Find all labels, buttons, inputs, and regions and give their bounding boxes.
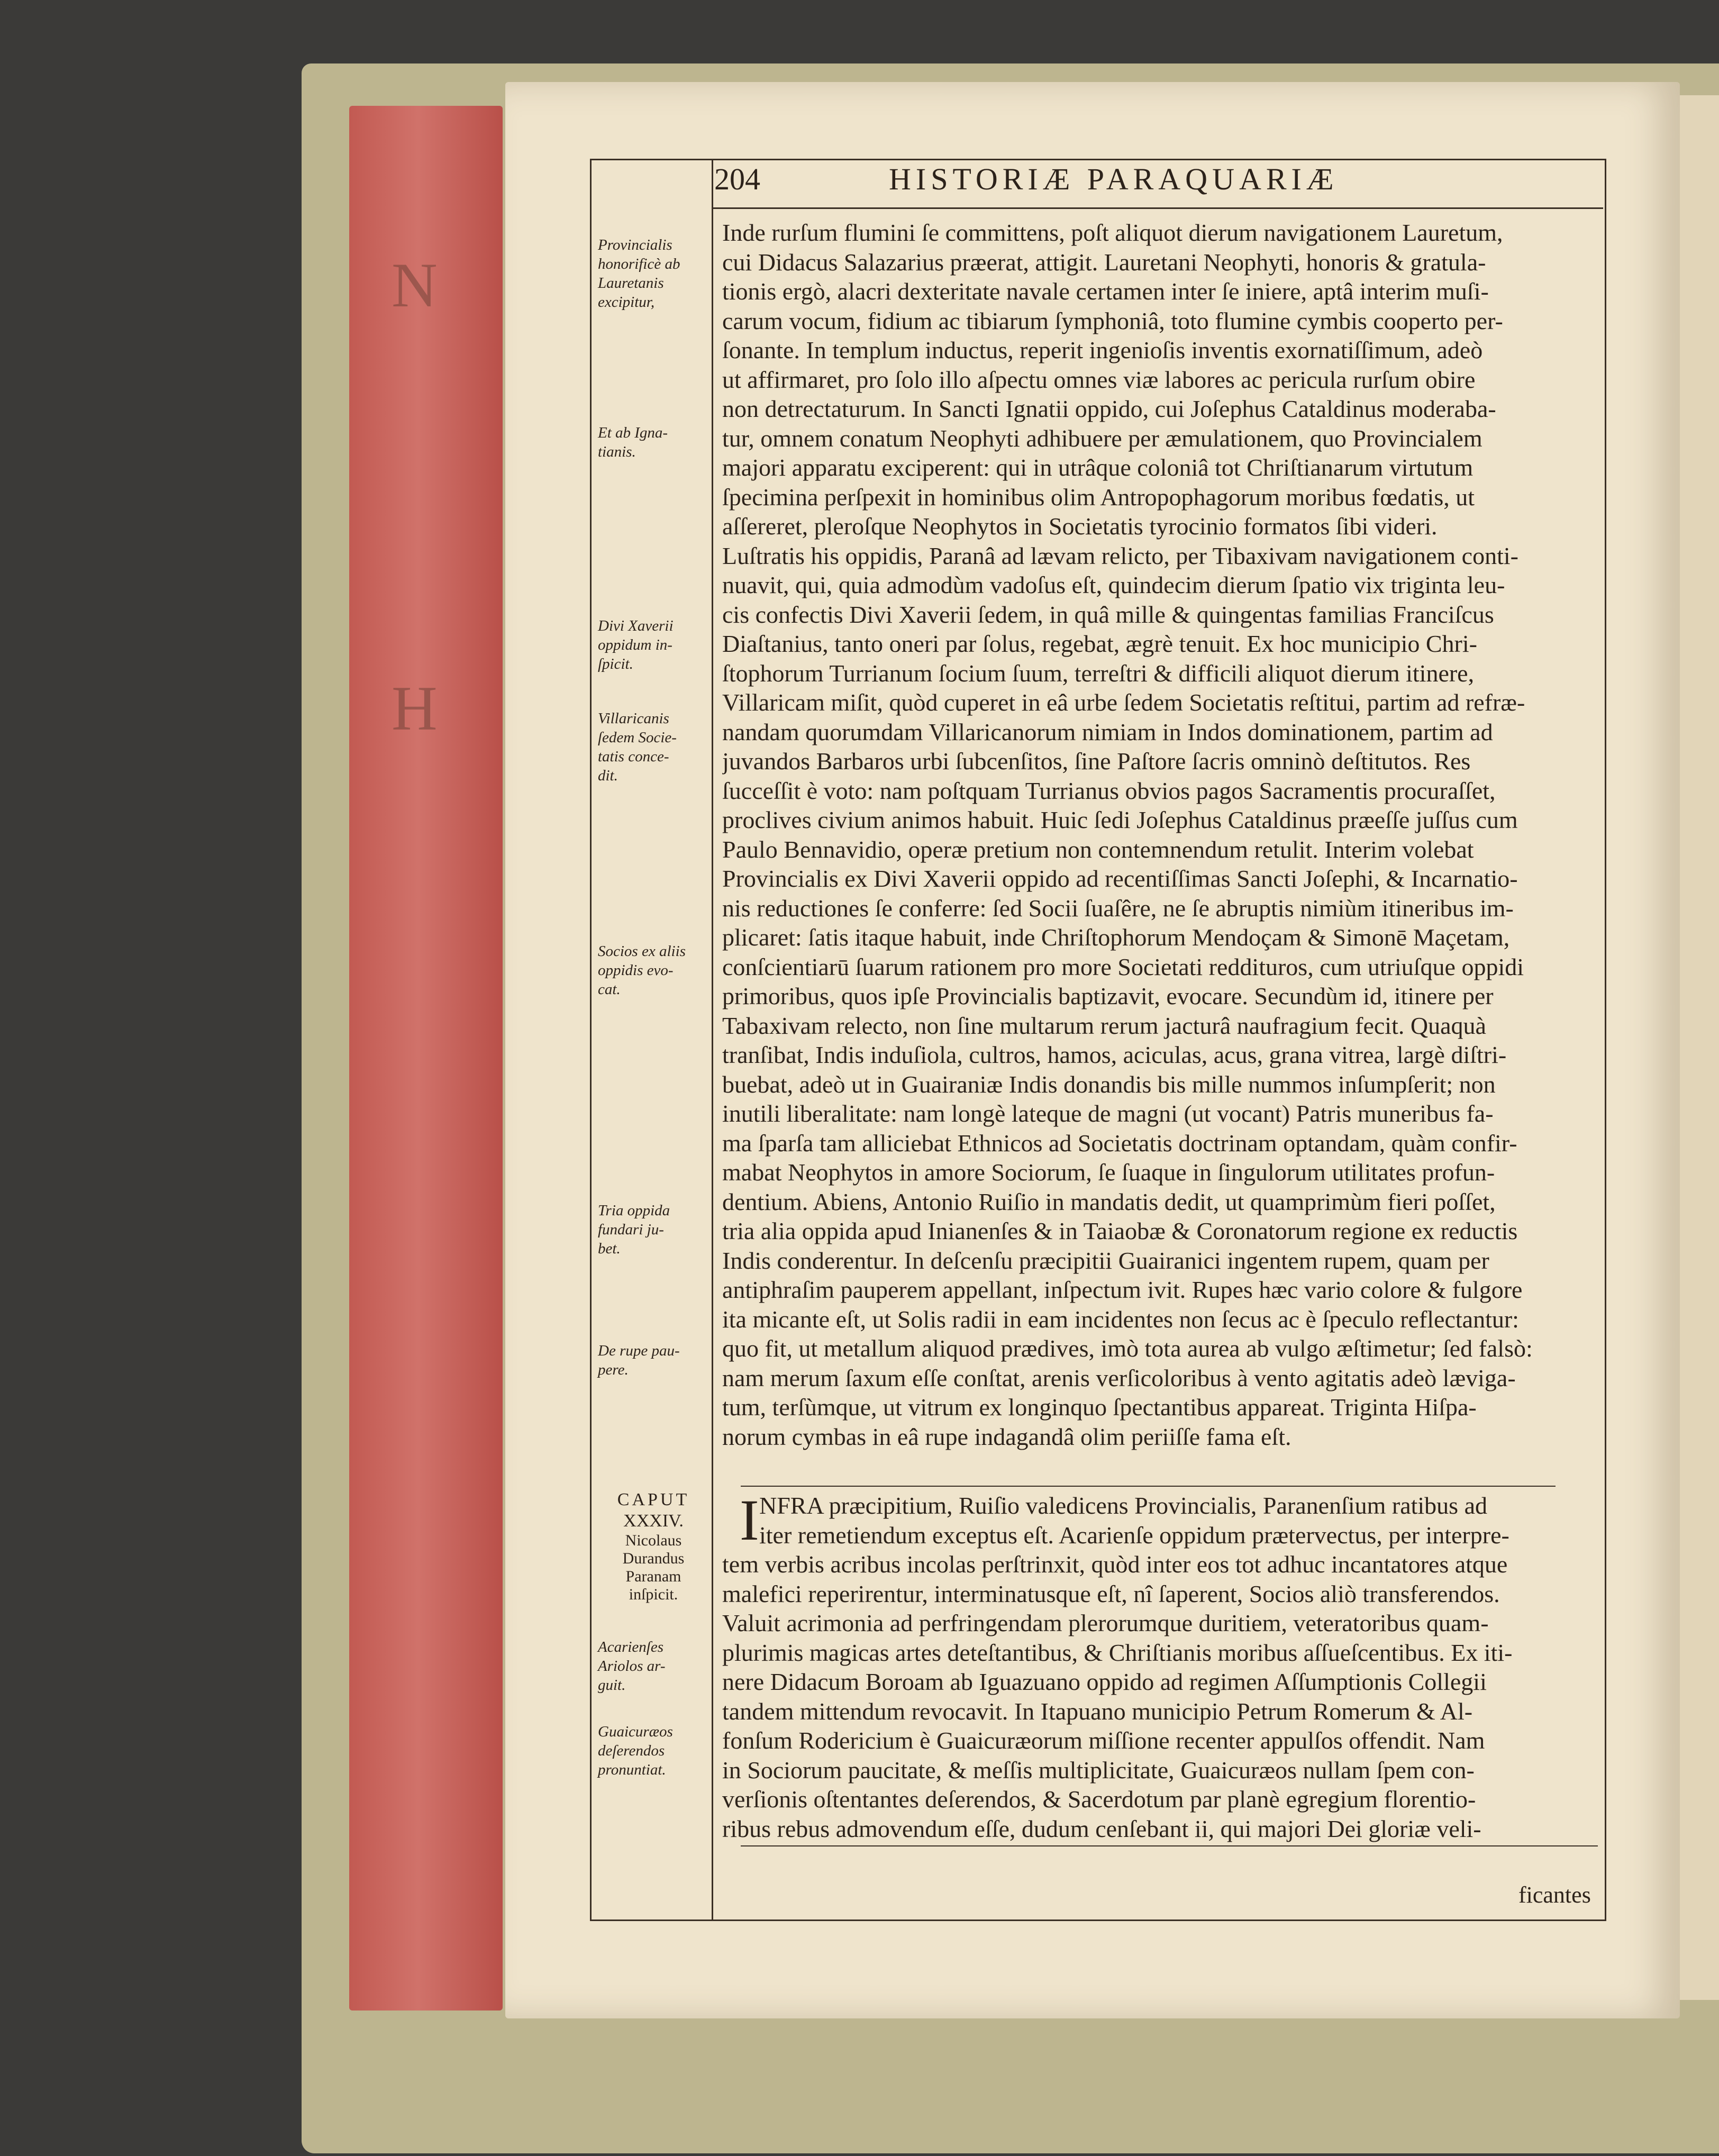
margin-note: Guaicuræos deſerendos pronuntiat. bbox=[598, 1723, 673, 1778]
margin-divider bbox=[712, 159, 713, 1920]
text-line: nandam quorumdam Villaricanorum nimiam in Indos dominationem, partim ad bbox=[722, 718, 1493, 745]
text-line: ſucceſſit è voto: nam poſtquam Turrianus obvios pagos Sacramentis procuraſſet, bbox=[722, 777, 1496, 804]
text-line: fonſum Rodericium è Guaicuræorum miſſione recenter appulſos offendit. Nam bbox=[722, 1727, 1485, 1754]
text-line: tem verbis acribus incolas perſtrinxit, quòd inter eos tot adhuc incantatores atque bbox=[722, 1551, 1508, 1578]
text-line: nam merum ſaxum eſſe conſtat, arenis verſicoloribus à vento agitatis adeò læviga- bbox=[722, 1364, 1516, 1391]
margin-note: Et ab Igna- tianis. bbox=[598, 424, 668, 460]
page-edges bbox=[349, 106, 503, 2011]
text-line: cui Didacus Salazarius præerat, attigit. Lauretani Neophyti, honoris & gratula- bbox=[722, 248, 1486, 276]
chapter-number: XXXIV. bbox=[623, 1511, 684, 1531]
text-line: conſcientiarū ſuarum rationem pro more Societati reddituros, cum utriuſque oppidi bbox=[722, 953, 1524, 980]
text-line: buebat, adeò ut in Guairaniæ Indis donandis bis mille nummos inſumpſerit; non bbox=[722, 1070, 1496, 1098]
text-line: cis confectis Divi Xaverii ſedem, in quâ mille & quingentas familias Franciſcus bbox=[722, 601, 1494, 628]
text-line: inutili liberalitate: nam longè lateque de magni (ut vocant) Patris muneribus fa- bbox=[722, 1100, 1494, 1127]
text-line: tur, omnem conatum Neophyti adhibuere per æmulationem, quo Provincialem bbox=[722, 424, 1482, 452]
text-line: nuavit, qui, quia admodùm vadoſus eſt, quindecim dierum ſpatio vix triginta leu- bbox=[722, 571, 1505, 598]
drop-cap: I bbox=[740, 1488, 759, 1552]
text-line: antiphraſim pauperem appellant, inſpectum ivit. Rupes hæc vario colore & fulgore bbox=[722, 1276, 1523, 1303]
chapter-text bbox=[722, 1488, 1598, 1843]
chapter-title: CAPUT bbox=[617, 1490, 690, 1509]
text-line: tria alia oppida apud Inianenſes & in Taiaobæ & Coronatorum regione ex reductis bbox=[722, 1217, 1518, 1244]
text-line: tum, terſùmque, ut vitrum ex longinquo ſpectantibus appareat. Triginta Hiſpa- bbox=[722, 1394, 1477, 1421]
text-line: quo fit, ut metallum aliquod prædives, imò tota aurea ab vulgo æſtimetur; ſed falsò: bbox=[722, 1335, 1533, 1362]
text-line: plurimis magicas artes deteſtantibus, & Chriſtianis moribus aſſueſcentibus. Ex iti- bbox=[722, 1639, 1513, 1666]
text-line: mabat Neophytos in amore Sociorum, ſe ſuaque in ſingulorum utilitates profun- bbox=[722, 1159, 1495, 1186]
footer-rule bbox=[741, 1845, 1598, 1846]
margin-note: Acarienſes Ariolos ar- guit. bbox=[598, 1639, 666, 1694]
text-line: Provincialis ex Divi Xaverii oppido ad recentiſſimas Sancti Joſephi, & Incarnatio- bbox=[722, 865, 1518, 892]
text-line: tandem mittendum revocavit. In Itapuano municipio Petrum Romerum & Al- bbox=[722, 1697, 1473, 1725]
text-line: ut affirmaret, pro ſolo illo aſpectu omnes viæ labores ac pericula rurſum obire bbox=[722, 366, 1476, 393]
text-line: carum vocum, fidium ac tibiarum ſymphoniâ, toto flumine cymbis cooperto per- bbox=[722, 307, 1503, 334]
text-line: Diaſtanius, tanto oneri par ſolus, regebat, ægrè tenuit. Ex hoc municipio Chri- bbox=[722, 630, 1477, 657]
margin-note: Socios ex aliis oppidis evo- cat. bbox=[598, 943, 686, 998]
catch-word: ficantes bbox=[1518, 1882, 1591, 1908]
text-line: Inde rurſum flumini ſe committens, poſt aliquot dierum navigationem Lauretum, bbox=[722, 219, 1503, 246]
text-line: dentium. Abiens, Antonio Ruiſio in mandatis dedit, ut quamprimùm fieri poſſet, bbox=[722, 1188, 1496, 1215]
text-line: malefici reperirentur, interminatusque eſt, nî ſaperent, Socios aliò transferendos. bbox=[722, 1580, 1500, 1607]
text-line: plicaret: ſatis itaque habuit, inde Chriſtophorum Mendoçam & Simonē Maçetam, bbox=[722, 924, 1510, 951]
text-line: ſonante. In templum inductus, reperit ingenioſis inventis exornatiſſimum, adeò bbox=[722, 336, 1483, 363]
margin-note: Divi Xaverii oppidum in- ſpicit. bbox=[598, 617, 674, 672]
text-line: tionis ergò, alacri dexteritate navale certamen inter ſe iniere, aptâ interim muſi- bbox=[722, 278, 1489, 305]
text-line: ita micante eſt, ut Solis radii in eam incidentes non ſecus ac è ſpeculo reflectantur: bbox=[722, 1305, 1519, 1333]
text-line: aſſereret, pleroſque Neophytos in Societatis tyrocinio formatos ſibi videri. bbox=[722, 513, 1438, 540]
margin-note: Villaricanis ſedem Socie- tatis conce- dit. bbox=[598, 710, 677, 784]
text-line: Valuit acrimonia ad perfringendam plerorumque duritiem, veteratoribus quam- bbox=[722, 1609, 1489, 1636]
page-number: 204 bbox=[714, 162, 760, 196]
bleed-through-mark: N bbox=[392, 250, 438, 320]
text-line: in Sociorum paucitate, & meſſis multiplicitate, Guaicuræos nullam ſpem con- bbox=[722, 1756, 1475, 1784]
header-rule bbox=[713, 207, 1603, 209]
bleed-through-mark: H bbox=[392, 673, 438, 743]
text-line: juvandos Barbaros urbi ſubcenſitos, ſine Paſtore ſacris omninò deſtitutos. Res bbox=[722, 748, 1471, 775]
main-text bbox=[722, 218, 1598, 1451]
text-line: Villaricam miſit, quòd cuperet in eâ urbe ſedem Societatis reſtitui, partim ad refræ- bbox=[722, 689, 1525, 716]
text-line: Tabaxivam relecto, non ſine multarum rerum jacturâ naufragium fecit. Quaquà bbox=[722, 1012, 1486, 1039]
chapter-rule-top bbox=[741, 1486, 1556, 1487]
chapter-heading: CAPUT XXXIV. Nicolaus Durandus Paranam inſpicit. bbox=[598, 1489, 709, 1604]
text-line: proclives civium animos habuit. Huic ſedi Joſephus Cataldinus præeſſe juſſus cum bbox=[722, 806, 1518, 833]
text-line: ſpecimina perſpexit in hominibus olim Antropophagorum moribus fœdatis, ut bbox=[722, 483, 1475, 511]
text-line: primoribus, quos ipſe Provincialis baptizavit, evocare. Secundùm id, itinere per bbox=[722, 983, 1494, 1009]
text-line: NFRA præcipitium, Ruiſio valedicens Provincialis, Paranenſium ratibus ad bbox=[759, 1492, 1488, 1519]
facing-page-edge bbox=[1680, 95, 1719, 2000]
running-title: HISTORIÆ PARAQUARIÆ bbox=[889, 162, 1339, 196]
margin-note: Tria oppida fundari ju- bet. bbox=[598, 1202, 670, 1257]
margin-note: Provincialis honorificè ab Lauretanis excipitur, bbox=[598, 236, 680, 311]
text-line: verſionis oſtentantes deſerendos, & Sacerdotum par planè egregium florentio- bbox=[722, 1786, 1476, 1813]
text-line: non detrectaturum. In Sancti Ignatii oppido, cui Joſephus Cataldinus moderaba- bbox=[722, 395, 1496, 422]
margin-note: De rupe pau- pere. bbox=[598, 1342, 680, 1378]
text-line: Luſtratis his oppidis, Paranâ ad lævam relicto, per Tibaxivam navigationem conti- bbox=[722, 542, 1518, 569]
text-line: nis reductiones ſe conferre: ſed Socii ſuaſêre, ne ſe abruptis nimiùm itineribus im- bbox=[722, 894, 1514, 922]
text-line: nere Didacum Boroam ab Iguazuano oppido ad regimen Aſſumptionis Collegii bbox=[722, 1668, 1487, 1695]
text-line: norum cymbas in eâ rupe indagandâ olim periiſſe fama eſt. bbox=[722, 1423, 1291, 1450]
text-line: majori apparatu exciperent: qui in utrâque coloniâ tot Chriſtianarum virtutum bbox=[722, 454, 1474, 481]
text-line: ma ſparſa tam alliciebat Ethnicos ad Societatis doctrinam optandam, quàm confir- bbox=[722, 1129, 1517, 1157]
text-line: ſtophorum Turrianum ſocium ſuum, terreſtri & difficili aliquot dierum itinere, bbox=[722, 659, 1475, 687]
text-line: iter remetiendum exceptus eſt. Acarienſe oppidum prætervectus, per interpre- bbox=[759, 1521, 1509, 1549]
text-line: tranſibat, Indis induſiola, cultros, hamos, aciculas, acus, grana vitrea, largè diſtri- bbox=[722, 1041, 1507, 1068]
text-line: ribus rebus admovendum eſſe, dudum cenſebant ii, qui majori Dei gloriæ veli- bbox=[722, 1815, 1481, 1842]
text-line: Indis conderentur. In deſcenſu præcipitii Guairanici ingentem rupem, quam per bbox=[722, 1247, 1489, 1274]
text-line: Paulo Bennavidio, operæ pretium non contemnendum retulit. Interim volebat bbox=[722, 835, 1474, 863]
